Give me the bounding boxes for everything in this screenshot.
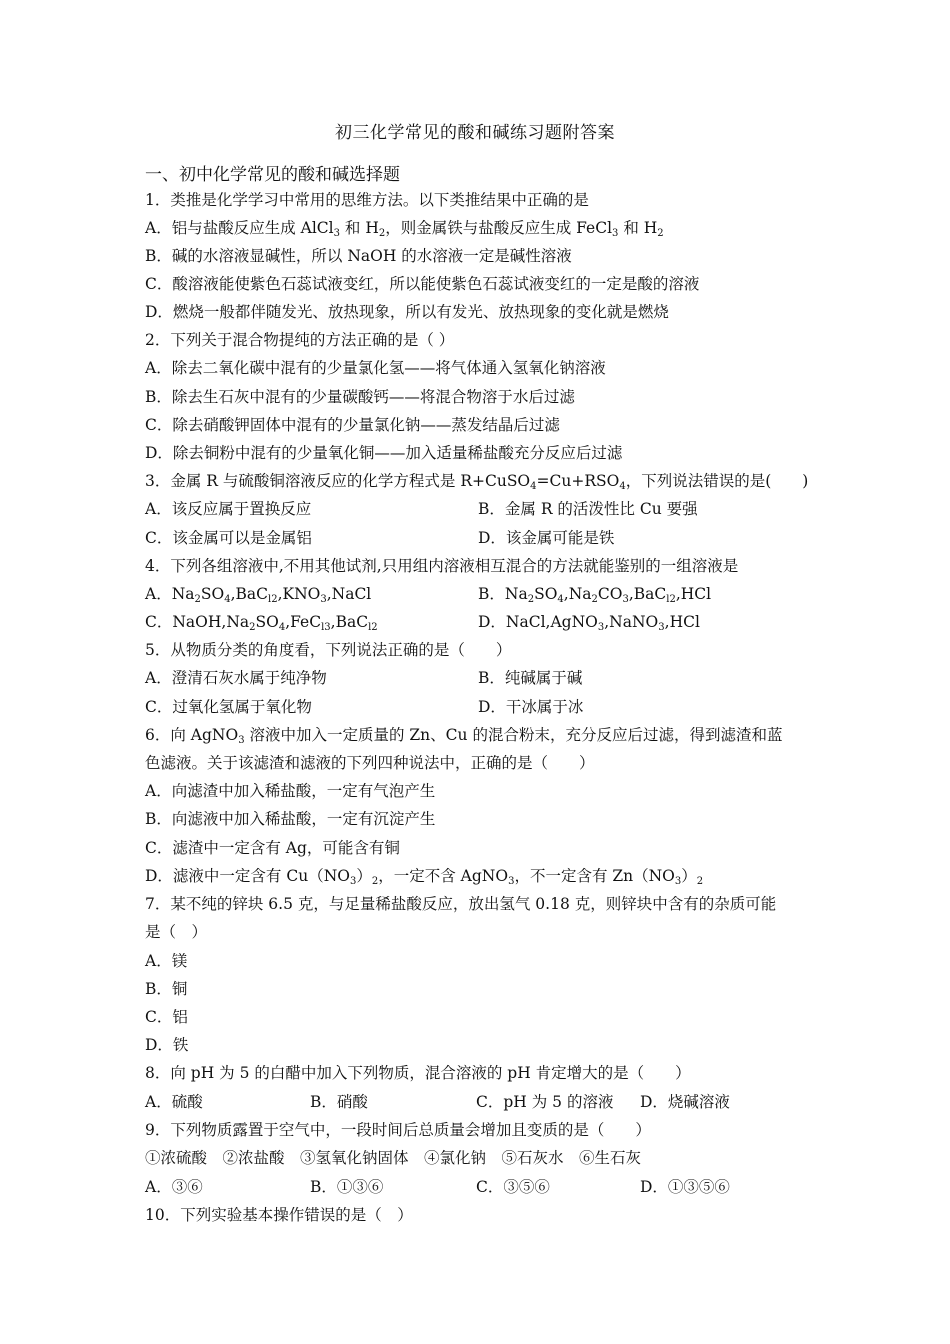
section-heading: 一、初中化学常见的酸和碱选择题: [145, 165, 400, 185]
q7-option-a: A．镁: [145, 952, 188, 970]
q3-option-d: D．该金属可能是铁: [478, 529, 615, 547]
q5-option-d: D．干冰属于冰: [478, 698, 584, 716]
q6-option-a: A．向滤渣中加入稀盐酸，一定有气泡产生: [145, 782, 436, 800]
q9-option-b: B．①③⑥: [310, 1178, 384, 1196]
q5-stem: 5．从物质分类的角度看，下列说法正确的是（ ）: [145, 641, 512, 659]
q6-option-b: B．向滤液中加入稀盐酸，一定有沉淀产生: [145, 810, 436, 828]
q3-stem: 3．金属 R 与硫酸铜溶液反应的化学方程式是 $R+CuSO_4=Cu+RSO_4$，下列说法错误的是( ): [145, 472, 809, 492]
q8-option-d: D．烧碱溶液: [640, 1093, 730, 1111]
q6-stem-line2: 色滤液。关于该滤渣和滤液的下列四种说法中，正确的是（ ）: [145, 754, 595, 772]
q8-stem: 8．向 pH 为 5 的白醋中加入下列物质，混合溶液的 pH 肯定增大的是（ ）: [145, 1064, 691, 1082]
q1-option-a: A．铝与盐酸反应生成 AlCl$_3$ 和 $H_2$，则金属铁与盐酸反应生成 FeCl$_3$ 和 $H_2$: [145, 219, 664, 239]
q2-stem: 2．下列关于混合物提纯的方法正确的是（ ）: [145, 331, 455, 349]
q7-option-d: D．铁: [145, 1036, 189, 1054]
q1-option-c: C．酸溶液能使紫色石蕊试液变红，所以能使紫色石蕊试液变红的一定是酸的溶液: [145, 275, 700, 293]
q1-option-b: B．碱的水溶液显碱性，所以 NaOH 的水溶液一定是碱性溶液: [145, 247, 572, 265]
q3-option-c: C．该金属可以是金属铝: [145, 529, 312, 547]
q5-option-a: A．澄清石灰水属于纯净物: [145, 669, 327, 687]
q4-option-b: B．$Na_2SO_4,Na_2CO_3,BaC_{l2},HCl$: [478, 585, 712, 605]
q4-option-d: D．NaCl,AgNO$_3$,NaNO$_3$,HCl: [478, 613, 700, 633]
q5-option-b: B．纯碱属于碱: [478, 669, 583, 687]
q5-option-c: C．过氧化氢属于氧化物: [145, 698, 312, 716]
q8-option-b: B．硝酸: [310, 1093, 368, 1111]
q3-option-b: B．金属 R 的活泼性比 Cu 要强: [478, 500, 698, 518]
q2-option-d: D．除去铜粉中混有的少量氧化铜——加入适量稀盐酸充分反应后过滤: [145, 444, 623, 462]
q7-option-b: B．铜: [145, 980, 188, 998]
q9-option-d: D．①③⑤⑥: [640, 1178, 730, 1196]
q6-stem-line1: 6．向 AgNO$_3$ 溶液中加入一定质量的 Zn、Cu 的混合粉末，充分反应后过滤，得到滤渣和蓝: [145, 726, 783, 746]
q4-stem: 4．下列各组溶液中,不用其他试剂,只用组内溶液相互混合的方法就能鉴别的一组溶液是: [145, 557, 739, 575]
q2-option-c: C．除去硝酸钾固体中混有的少量氯化钠——蒸发结晶后过滤: [145, 416, 560, 434]
q1-stem: 1．类推是化学学习中常用的思维方法。以下类推结果中正确的是: [145, 191, 589, 209]
q2-option-b: B．除去生石灰中混有的少量碳酸钙——将混合物溶于水后过滤: [145, 388, 575, 406]
q9-items: ①浓硫酸 ②浓盐酸 ③氢氧化钠固体 ④氯化钠 ⑤石灰水 ⑥生石灰: [145, 1149, 642, 1167]
q8-option-a: A．硫酸: [145, 1093, 203, 1111]
document-title: 初三化学常见的酸和碱练习题附答案: [335, 123, 615, 143]
q6-option-c: C．滤渣中一定含有 Ag，可能含有铜: [145, 839, 400, 857]
q7-stem-line2: 是（ ）: [145, 923, 208, 941]
q8-option-c: C．pH 为 5 的溶液: [476, 1093, 614, 1111]
q6-option-d: D．滤液中一定含有 $Cu(NO_3)_2$，一定不含 AgNO$_3$，不一定含有 $Zn(NO_3)_2$: [145, 867, 704, 887]
q1-option-d: D．燃烧一般都伴随发光、放热现象，所以有发光、放热现象的变化就是燃烧: [145, 303, 669, 321]
q4-option-a: A．$Na_2SO_4,BaC_{l2},KNO_3,NaCl$: [145, 585, 372, 605]
q9-option-c: C．③⑤⑥: [476, 1178, 550, 1196]
q3-option-a: A．该反应属于置换反应: [145, 500, 312, 518]
q2-option-a: A．除去二氧化碳中混有的少量氯化氢——将气体通入氢氧化钠溶液: [145, 359, 606, 377]
q4-option-c: C．$NaOH,Na_2SO_4,FeC_{l3},BaC_{l2}$: [145, 613, 378, 633]
q10-stem: 10．下列实验基本操作错误的是（ ）: [145, 1206, 413, 1224]
q7-stem-line1: 7．某不纯的锌块 6.5 克，与足量稀盐酸反应，放出氢气 0.18 克，则锌块中含有的杂质可能: [145, 895, 777, 913]
q9-stem: 9．下列物质露置于空气中，一段时间后总质量会增加且变质的是（ ）: [145, 1121, 651, 1139]
q9-option-a: A．③⑥: [145, 1178, 203, 1196]
q7-option-c: C．铝: [145, 1008, 188, 1026]
